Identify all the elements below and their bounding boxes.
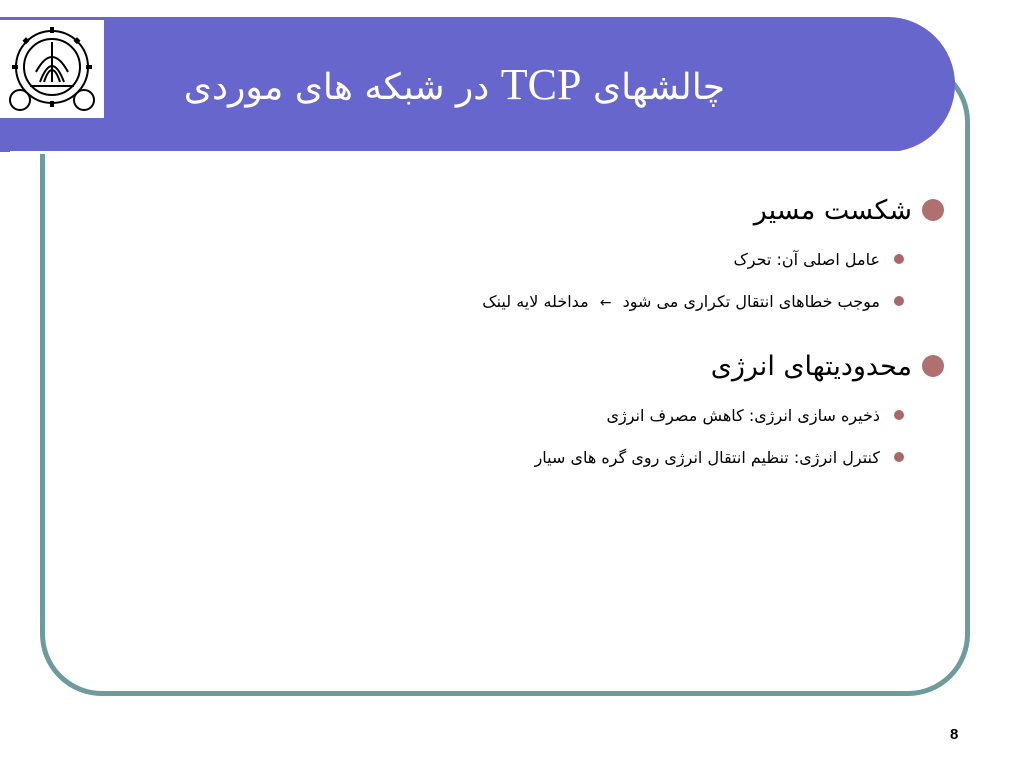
title-part1: چالشهای [592, 67, 725, 108]
slide-title [184, 59, 725, 110]
list-item-text: ذخیره سازی انرژی: کاهش مصرف انرژی [606, 405, 880, 425]
section-heading: محدودیتهای انرژی [710, 350, 912, 382]
section-route-failure [324, 190, 944, 322]
bullet-dot-icon [894, 452, 904, 462]
list-item-text [482, 292, 880, 311]
logo-icon [0, 20, 104, 118]
bullet-dot-icon [894, 296, 904, 306]
list-item-text: کنترل انرژی: تنظیم انتقال انرژی روی گره های سیار [534, 447, 880, 467]
list-item-main: موجب خطاهای انتقال تکراری می شود [622, 291, 880, 311]
title-tcp: TCP [500, 60, 582, 109]
bullet-dot-icon [894, 410, 904, 420]
list-item [324, 238, 904, 280]
page-number: 8 [950, 726, 959, 743]
list-item [324, 280, 904, 322]
arrow-left-icon: ← [599, 294, 612, 311]
bullet-level1 [324, 346, 944, 386]
list-item-text: عامل اصلی آن: تحرک [733, 249, 880, 269]
sub-list [324, 394, 904, 478]
bullet-dot-icon [922, 199, 944, 221]
section-energy-limits [324, 346, 944, 478]
title-underline [10, 151, 905, 154]
slide-content [324, 190, 944, 502]
university-logo [0, 20, 104, 118]
list-item [324, 436, 904, 478]
bullet-dot-icon [894, 254, 904, 264]
title-bar [0, 17, 955, 152]
bullet-level1 [324, 190, 944, 230]
section-heading: شکست مسیر [753, 194, 912, 226]
list-item [324, 394, 904, 436]
bullet-dot-icon [922, 355, 944, 377]
list-item-result: مداخله لایه لینک [482, 291, 589, 311]
title-part2: در شبکه های موردی [183, 67, 490, 108]
sub-list [324, 238, 904, 322]
